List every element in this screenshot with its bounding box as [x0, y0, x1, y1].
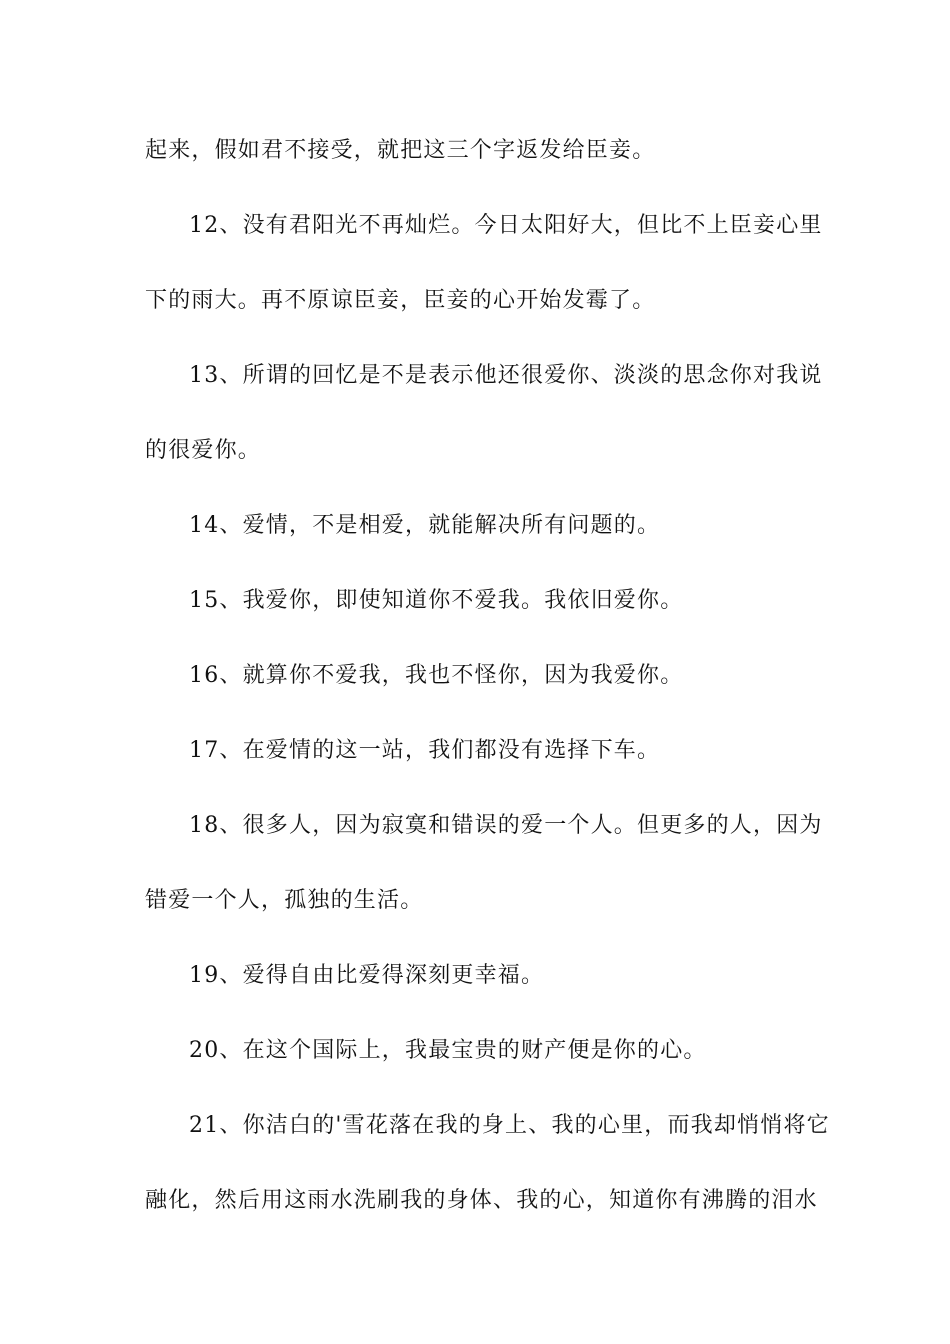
text-line: 18、很多人，因为寂寞和错误的爱一个人。但更多的人，因为 — [189, 813, 823, 838]
text-line: 17、在爱情的这一站，我们都没有选择下车。 — [189, 738, 661, 763]
text-line: 下的雨大。再不原谅臣妾，臣妾的心开始发霉了。 — [145, 288, 656, 313]
text-line: 错爱一个人，孤独的生活。 — [145, 888, 424, 913]
text-line: 16、就算你不爱我，我也不怪你，因为我爱你。 — [189, 663, 684, 688]
text-line: 起来，假如君不接受，就把这三个字返发给臣妾。 — [145, 138, 656, 163]
text-line: 的很爱你。 — [145, 438, 262, 463]
text-line: 12、没有君阳光不再灿烂。今日太阳好大，但比不上臣妾心里 — [189, 213, 823, 238]
text-line: 融化，然后用这雨水洗刷我的身体、我的心，知道你有沸腾的泪水 — [145, 1188, 818, 1213]
text-line: 14、爱情，不是相爱，就能解决所有问题的。 — [189, 513, 661, 538]
text-line: 20、在这个国际上，我最宝贵的财产便是你的心。 — [189, 1038, 707, 1063]
text-line: 13、所谓的回忆是不是表示他还很爱你、淡淡的思念你对我说 — [189, 363, 823, 388]
text-line: 15、我爱你，即使知道你不爱我。我依旧爱你。 — [189, 588, 684, 613]
text-line: 21、你洁白的'雪花落在我的身上、我的心里，而我却悄悄将它 — [189, 1113, 830, 1138]
text-line: 19、爱得自由比爱得深刻更幸福。 — [189, 963, 545, 988]
